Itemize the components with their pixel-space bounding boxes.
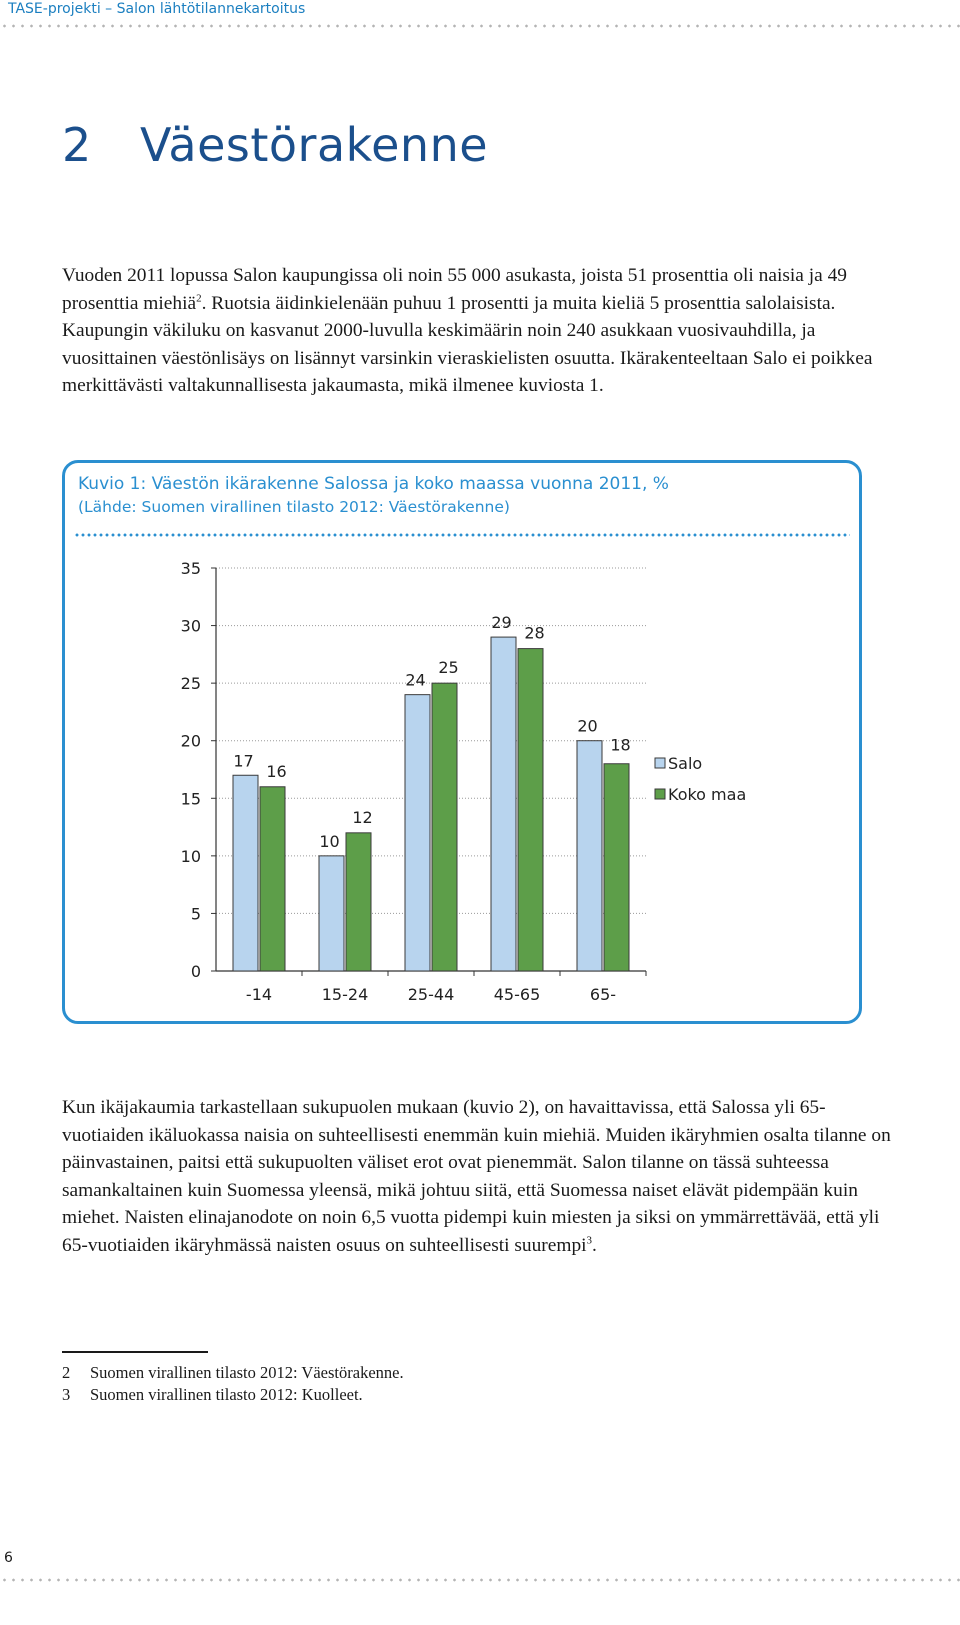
running-header: TASE-projekti – Salon lähtötilannekartoitus xyxy=(8,1,306,17)
y-tick-label: 30 xyxy=(180,616,201,636)
x-tick-label: -14 xyxy=(245,985,273,1004)
figure-frame xyxy=(62,460,862,1024)
page-number: 6 xyxy=(4,1550,13,1566)
y-tick-label: 5 xyxy=(190,904,201,924)
data-label: 29 xyxy=(491,613,512,633)
intro-paragraph-text-b: . Ruotsia äidinkielenään puhuu 1 prosentti ja muita kieliä 5 prosenttia salolaisista. Kaupungin väkiluku on kasvanut 2000-luvulla keskimäärin noin 240 asukkaan vuosivauhdilla, ja vuosittainen väestönlisäys on lisännyt varsinkin vieraskielisten osuutta. Ikärakenteeltaan Salo ei poikkea merkittävästi valtakunnallisesta jakaumasta, mikä ilmenee kuviosta 1. xyxy=(62,292,873,397)
data-label: 20 xyxy=(577,716,598,736)
footnote-ref-2[interactable]: 2 xyxy=(196,292,202,305)
footnote-number: 2 xyxy=(62,1363,71,1382)
data-label: 12 xyxy=(352,807,373,827)
footnotes xyxy=(62,1362,762,1406)
data-label: 16 xyxy=(266,761,287,781)
footnote-text: Suomen virallinen tilasto 2012: Väestörakenne. xyxy=(90,1363,404,1382)
data-label: 18 xyxy=(610,735,631,755)
analysis-paragraph-text-a: Kun ikäjakaumia tarkastellaan sukupuolen mukaan (kuvio 2), on havaittavissa, että Salossa yli 65-vuotiaiden ikäluokassa naisia on suhteellisesti enemmän kuin miehiä. Muiden ikäryhmien osalta tilanne on päinvastainen, paitsi että sukupuolten väliset erot ovat pienemmät. Salon tilanne on tässä suhteessa samankaltainen kuin Suomessa yleensä, mikä johtuu siitä, että Suomessa naiset elävät pidempään kuin miehet. Naisten elinajanodote on noin 6,5 vuotta pidempi kuin miesten ja siksi on ymmärrettävää, että yli 65-vuotiaiden ikäryhmässä naisten osuus on suhteellisesti suurempi xyxy=(62,1097,891,1256)
data-label: 25 xyxy=(438,658,459,678)
y-tick-label: 35 xyxy=(180,559,201,578)
chapter-title-text: Väestörakenne xyxy=(140,118,489,172)
data-label: 10 xyxy=(319,831,340,851)
footnote-text: Suomen virallinen tilasto 2012: Kuolleet. xyxy=(90,1385,363,1404)
figure-title: Kuvio 1: Väestön ikärakenne Salossa ja koko maassa vuonna 2011, % xyxy=(78,474,669,494)
y-tick-label: 10 xyxy=(180,846,201,866)
analysis-paragraph xyxy=(62,1094,900,1260)
y-tick-label: 0 xyxy=(190,962,201,981)
x-tick-label: 25-44 xyxy=(407,985,455,1004)
intro-paragraph-text-a: Vuoden 2011 lopussa Salon kaupungissa oli noin 55 000 asukasta, joista 51 prosenttia oli naisia ja 49 prosenttia miehiä xyxy=(62,265,847,314)
legend-label: Koko maa xyxy=(668,785,747,804)
intro-paragraph xyxy=(62,262,900,400)
header-dotted-rule xyxy=(0,24,960,28)
footnote-divider xyxy=(62,1351,208,1353)
x-tick-label: 65- xyxy=(589,985,617,1004)
y-tick-label: 25 xyxy=(180,674,201,694)
footnote-number: 3 xyxy=(62,1385,71,1404)
data-label: 17 xyxy=(233,751,254,771)
analysis-paragraph-text-b: . xyxy=(592,1234,597,1256)
y-tick-label: 20 xyxy=(180,731,201,751)
footnote-ref-3[interactable]: 3 xyxy=(586,1234,593,1247)
data-label: 28 xyxy=(524,623,545,643)
x-tick-label: 45-65 xyxy=(493,985,541,1004)
chapter-number: 2 xyxy=(62,118,92,172)
y-tick-label: 15 xyxy=(180,789,201,809)
footer-dotted-rule xyxy=(0,1578,960,1582)
footnote-2 xyxy=(62,1362,762,1384)
chapter-title xyxy=(62,118,488,172)
figure-dotted-rule xyxy=(74,533,850,537)
data-label: 24 xyxy=(405,670,426,690)
x-tick-label: 15-24 xyxy=(321,985,369,1004)
footnote-3 xyxy=(62,1384,762,1406)
legend-label: Salo xyxy=(668,754,703,773)
figure-source: (Lähde: Suomen virallinen tilasto 2012: Väestörakenne) xyxy=(78,498,510,516)
